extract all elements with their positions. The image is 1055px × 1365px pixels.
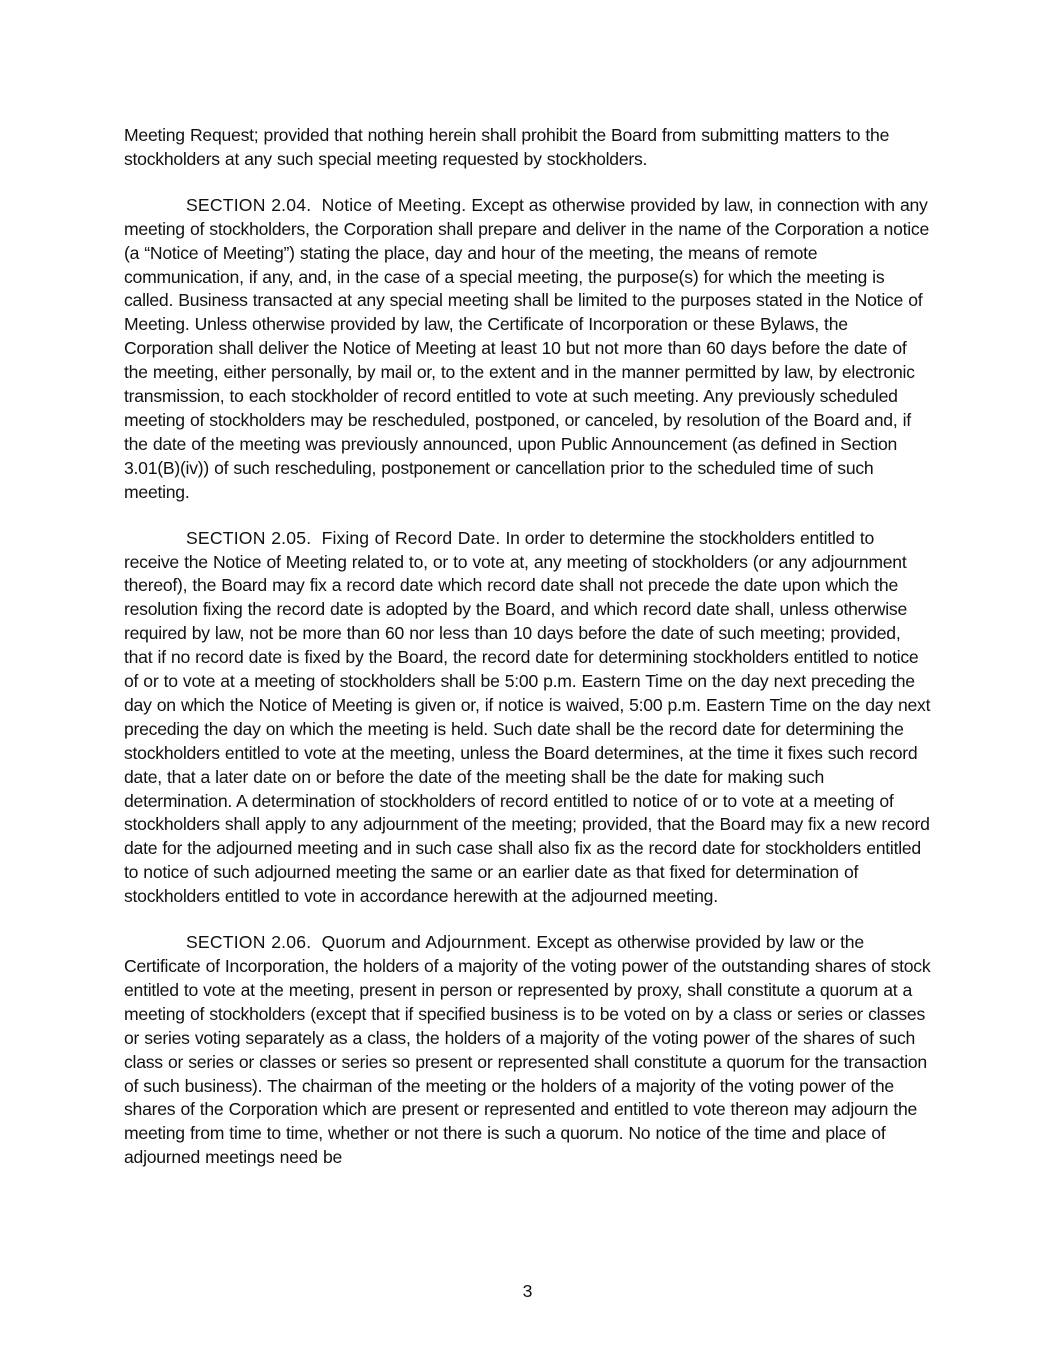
section-2-05 (124, 527, 932, 910)
section-heading: Fixing of Record Date. (321, 527, 501, 548)
section-text: In order to determine the stockholders entitled to receive the Notice of Meeting related to, or to vote at, any meeting of stockholders (or any adjournment thereof), the Board may fix a record date which record date shall not precede the date upon which the resolution fixing the record date is adopted by the Board, and which record date shall, unless otherwise required by law, not be more than 60 nor less than 10 days before the date of such meeting; provided, that if no record date is fixed by the Board, the record date for determining stockholders entitled to notice of or to vote at a meeting of stockholders shall be 5:00 p.m. Eastern Time on the day next preceding the day on which the Notice of Meeting is given or, if notice is waived, 5:00 p.m. Eastern Time on the day next preceding the day on which the meeting is held. Such date shall be the record date for determining the stockholders entitled to vote at the meeting, unless the Board determines, at the time it fixes such record date, that a later date on or before the date of the meeting shall be the date for making such determination. A determination of stockholders of record entitled to notice of or to vote at a meeting of stockholders shall apply to any adjournment of the meeting; provided, that the Board may fix a new record date for the adjourned meeting and in such case shall also fix as the record date for stockholders entitled to notice of such adjourned meeting the same or an earlier date as that fixed for determination of stockholders entitled to vote in accordance herewith at the adjourned meeting. (124, 527, 931, 907)
section-label: SECTION 2.05. (186, 527, 312, 548)
section-text: Except as otherwise provided by law or the Certificate of Incorporation, the holders of a majority of the voting power of the outstanding shares of stock entitled to vote at the meeting, present in person or represented by proxy, shall constitute a quorum at a meeting of stockholders (except that if specified business is to be voted on by a class or series or classes or series voting separately as a class, the holders of a majority of the voting power of the shares of such class or series or classes or series so present or represented shall constitute a quorum for the transaction of such business). The chairman of the meeting or the holders of a majority of the voting power of the shares of the Corporation which are present or represented and entitled to vote thereon may adjourn the meeting from time to time, whether or not there is such a quorum. No notice of the time and place of adjourned meetings need be (124, 932, 931, 1168)
intro-paragraph (124, 124, 932, 172)
section-text: Except as otherwise provided by law, in connection with any meeting of stockholders, the Corporation shall prepare and deliver in the name of the Corporation a notice (a “Notice of Meeting”) stating the place, day and hour of the meeting, the means of remote communication, if any, and, in the case of a special meeting, the purpose(s) for which the meeting is called. Business transacted at any special meeting shall be limited to the purposes stated in the Notice of Meeting. Unless otherwise provided by law, the Certificate of Incorporation or these Bylaws, the Corporation shall deliver the Notice of Meeting at least 10 but not more than 60 days before the date of the meeting, either personally, by mail or, to the extent and in the manner permitted by law, by electronic transmission, to each stockholder of record entitled to vote at such meeting. Any previously scheduled meeting of stockholders may be rescheduled, postponed, or canceled, by resolution of the Board and, if the date of the meeting was previously announced, upon Public Announcement (as defined in Section 3.01(B)(iv)) of such rescheduling, postponement or cancellation prior to the scheduled time of such meeting. (124, 194, 929, 502)
document-body (124, 124, 932, 1192)
section-label: SECTION 2.06. (186, 932, 312, 953)
section-2-04 (124, 194, 932, 505)
intro-text: Meeting Request; provided that nothing herein shall prohibit the Board from submitting matters to the stockholders at any such special meeting requested by stockholders. (124, 125, 890, 169)
page-number: 3 (522, 1281, 533, 1301)
section-heading: Notice of Meeting. (321, 194, 467, 215)
section-heading: Quorum and Adjournment. (321, 932, 532, 953)
section-label: SECTION 2.04. (186, 194, 312, 215)
section-2-06 (124, 931, 932, 1170)
